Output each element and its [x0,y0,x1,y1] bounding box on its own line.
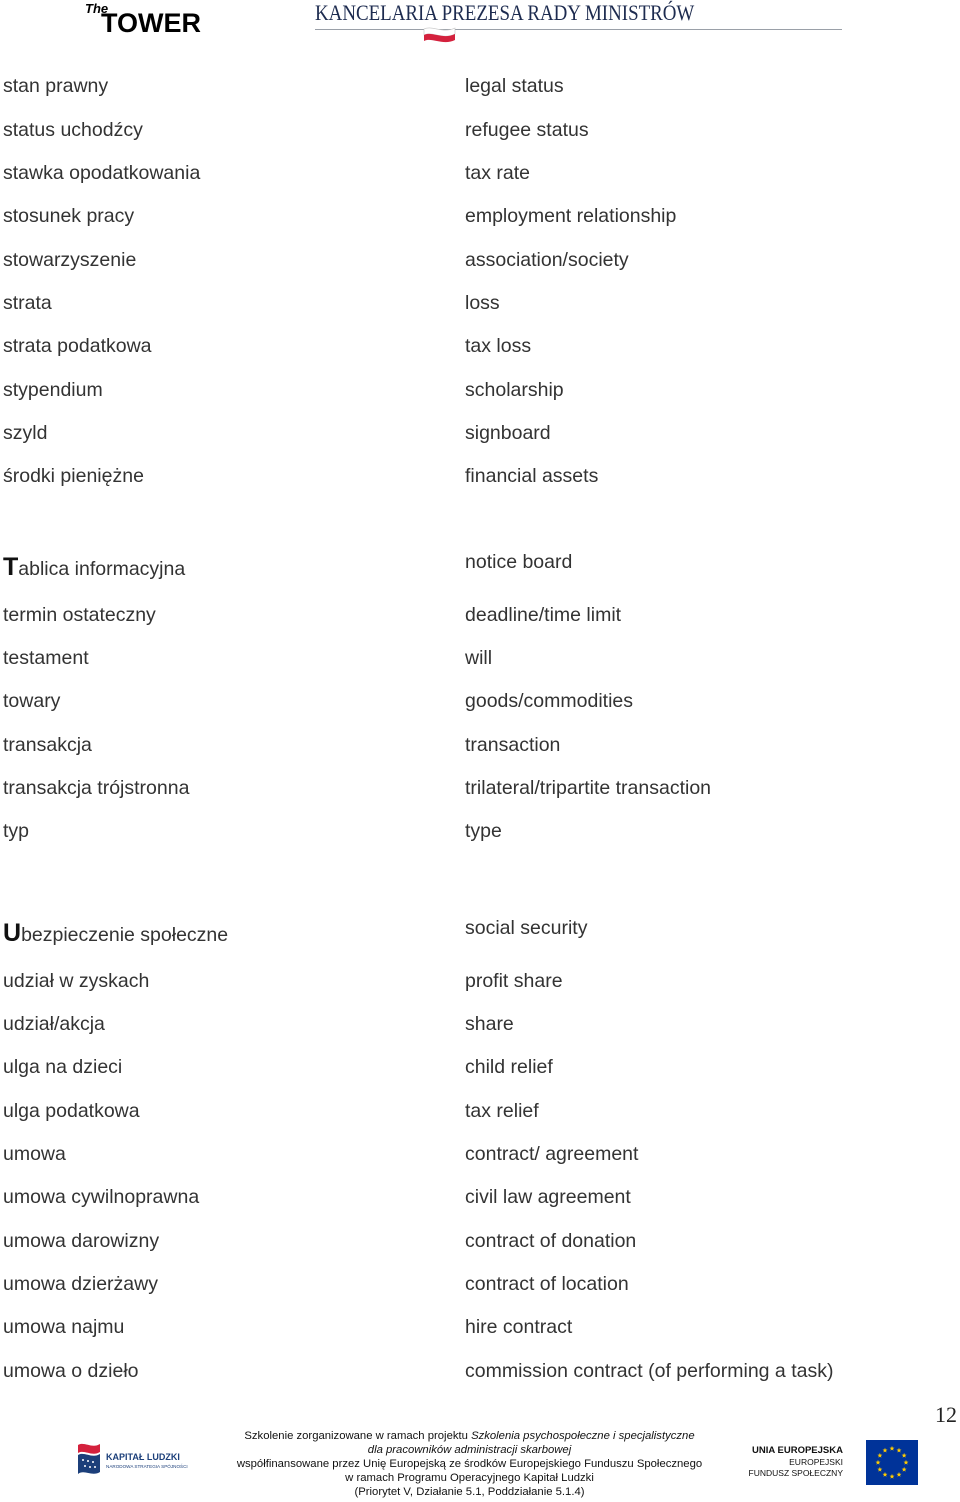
term-polish: transakcja trójstronna [3,777,190,800]
term-english: type [465,820,502,843]
term-polish: ulga podatkowa [3,1099,140,1122]
term-english: loss [465,291,500,314]
term-polish: stawka opodatkowania [3,161,201,184]
term-polish: stowarzyszenie [3,248,137,271]
glossary-entry [0,369,960,412]
glossary-entry [0,594,960,637]
term-english: tax relief [465,1099,539,1122]
glossary-entry [0,1263,960,1306]
page-number: 12 [935,1402,957,1427]
eu-logo-line-3: FUNDUSZ SPOŁECZNY [748,1468,843,1478]
project-line-1 [220,1429,720,1443]
tower-logo: TOWER [101,8,201,38]
kl-logo-title: KAPITAŁ LUDZKI [106,1452,180,1462]
glossary-section-t [0,541,960,853]
glossary-entry [0,412,960,455]
term-english: trilateral/tripartite transaction [465,777,712,800]
term-polish: stosunek pracy [3,205,135,228]
term-polish: Ubezpieczenie społeczne [3,919,229,948]
term-polish: transakcja [3,733,92,756]
glossary-entry [0,152,960,195]
eu-flag-icon [866,1440,918,1485]
term-english: legal status [465,75,564,98]
glossary-entry [0,680,960,723]
glossary-entry [0,1176,960,1219]
term-english: notice board [465,551,573,574]
glossary-entry [0,541,960,594]
term-polish: towary [3,690,61,713]
term-polish: strata podatkowa [3,335,152,358]
term-english: employment relationship [465,205,677,228]
project-line-4: w ramach Programu Operacyjnego Kapitał Ludzki [345,1472,594,1484]
term-english: contract of location [465,1273,629,1296]
project-line-5: (Priorytet V, Działanie 5.1, Poddziałanie 5.1.4) [354,1486,585,1498]
term-polish: status uchodźcy [3,118,143,141]
project-line-3: współfinansowane przez Unię Europejską ze środków Europejskiego Funduszu Społecznego [236,1458,703,1470]
glossary-entry [0,810,960,853]
project-title-continued: dla pracowników administracji skarbowej [367,1444,572,1456]
term-polish: typ [3,820,30,843]
eu-logo-text [749,1445,843,1480]
glossary-entry [0,325,960,368]
project-info [220,1429,720,1499]
glossary-entry [0,65,960,108]
term-english: tax loss [465,335,532,358]
kapital-ludzki-logo-icon [76,1441,102,1477]
glossary-section-s [0,65,960,498]
term-polish: stan prawny [3,75,109,98]
term-polish: umowa najmu [3,1316,125,1339]
term-polish: środki pieniężne [3,465,144,488]
term-polish: termin ostateczny [3,603,156,626]
eu-logo-line-2: EUROPEJSKI [789,1456,843,1467]
term-english: financial assets [465,465,599,488]
term-polish: testament [3,647,89,670]
term-polish: umowa o dzieło [3,1359,139,1382]
glossary-entry [0,109,960,152]
project-title: Szkolenia psychospołeczne i specjalistyczne [471,1430,695,1442]
glossary-entry [0,1220,960,1263]
term-polish: umowa dzierżawy [3,1273,158,1296]
term-english: civil law agreement [465,1186,631,1209]
term-english: commission contract (of performing a task) [465,1359,834,1382]
glossary-entry [0,1046,960,1089]
term-english: scholarship [465,378,564,401]
term-polish: umowa cywilnoprawna [3,1186,200,1209]
term-polish: umowa [3,1143,66,1166]
header-divider [315,29,842,30]
eu-logo-line-1: UNIA EUROPEJSKA [752,1445,843,1456]
term-polish: udział/akcja [3,1013,105,1036]
term-polish: udział w zyskach [3,969,150,992]
term-english: tax rate [465,161,531,184]
glossary-entry [0,1133,960,1176]
glossary-entry [0,637,960,680]
glossary-entry [0,195,960,238]
term-english: will [465,647,493,670]
glossary-section-u [0,907,960,1393]
kl-logo-subtitle: NARODOWA STRATEGIA SPÓJNOŚCI [106,1464,188,1469]
glossary-entry [0,1350,960,1393]
glossary-entry [0,282,960,325]
term-polish: szyld [3,421,48,444]
glossary-entry [0,724,960,767]
term-english: transaction [465,733,561,756]
term-english: association/society [465,248,629,271]
term-english: deadline/time limit [465,603,622,626]
term-english: contract of donation [465,1229,637,1252]
glossary-entry [0,1003,960,1046]
glossary-entry [0,907,960,960]
polish-flag-icon [423,25,456,44]
institution-title: KANCELARIA PREZESA RADY MINISTRÓW [315,0,695,25]
term-english: social security [465,917,588,940]
term-english: hire contract [465,1316,573,1339]
project-line-2 [220,1443,720,1457]
term-english: profit share [465,969,563,992]
glossary-entry [0,767,960,810]
term-english: contract/ agreement [465,1143,639,1166]
glossary-entry [0,1090,960,1133]
tower-logo-the: The [85,1,109,16]
term-polish: stypendium [3,378,103,401]
term-polish: umowa darowizny [3,1229,160,1252]
glossary-entry [0,455,960,498]
glossary-entry [0,239,960,282]
term-english: share [465,1013,514,1036]
term-english: child relief [465,1056,553,1079]
term-polish: strata [3,291,52,314]
glossary-entry [0,960,960,1003]
term-polish: Tablica informacyjna [3,553,186,582]
term-polish: ulga na dzieci [3,1056,123,1079]
project-line-1-prefix: Szkolenie zorganizowane w ramach projektu [244,1430,468,1442]
term-english: goods/commodities [465,690,633,713]
term-english: signboard [465,421,551,444]
glossary-entry [0,1306,960,1349]
term-english: refugee status [465,118,589,141]
